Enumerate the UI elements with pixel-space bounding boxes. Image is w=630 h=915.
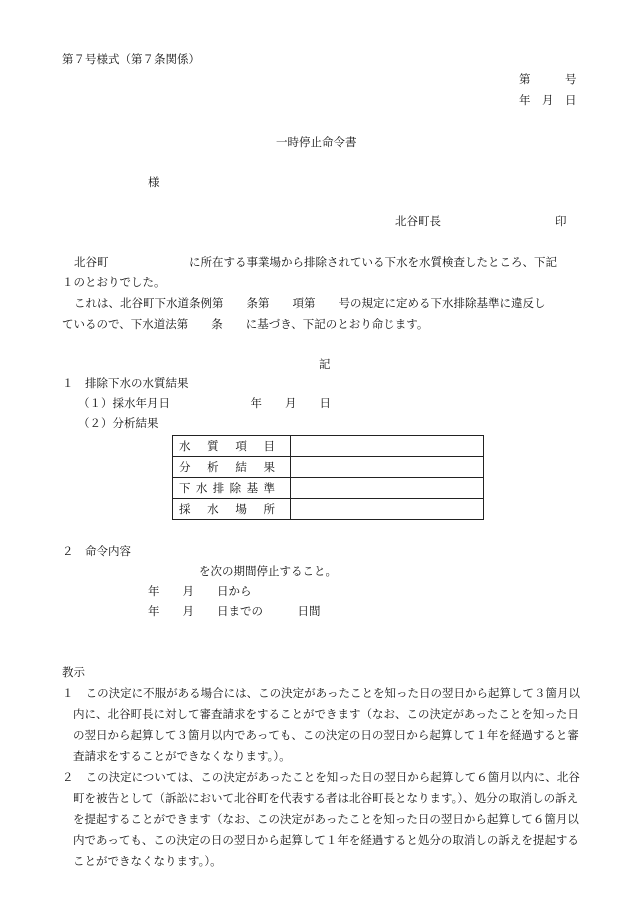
label-char: 採 [179, 502, 191, 516]
notice-item-text: この決定については、この決定があったことを知った日の翌日から起算して６箇月以内に、北谷町を被告として（訴訟において北谷町を代表する者は北谷町長となります。）、処分の取消しの訴えを提起することができます（なお、この決定があったことを知った日の翌日から起算して６箇月以内であっても、この決定の日の翌日から起算して１年を経過すると処分の取消しの訴えを提起することができなくなります。）。 [73, 770, 580, 868]
table-row [173, 436, 484, 457]
row-value-cell[interactable] [291, 478, 484, 499]
label-char: 水 [195, 481, 208, 495]
label-char: 排 [212, 481, 225, 495]
label-char: 項 [235, 439, 247, 453]
page-title: 一時停止命令書 [276, 135, 357, 149]
table-row [173, 478, 484, 499]
row-label-sampling-location [173, 499, 291, 520]
analysis-table [172, 435, 484, 520]
document-date: 年 月 日 [519, 93, 577, 107]
row-label-water-quality-item [173, 436, 291, 457]
row-label-discharge-standard [173, 478, 291, 499]
analysis-results-label: （２）分析結果 [78, 416, 159, 430]
row-value-cell[interactable] [291, 457, 484, 478]
section1-heading: １ 排除下水の水質結果 [62, 376, 189, 390]
notice-item-number: ２ [62, 770, 74, 784]
label-char: 析 [207, 460, 219, 474]
period-end: 年 月 日までの 日間 [148, 604, 321, 618]
row-value-cell[interactable] [291, 499, 484, 520]
seal-mark: 印 [555, 214, 567, 228]
row-value-cell[interactable] [291, 436, 484, 457]
notice-item-text: この決定に不服がある場合には、この決定があったことを知った日の翌日から起算して３箇月以内に、北谷町長に対して審査請求をすることができます（なお、この決定があったことを知った日の翌日から起算して３箇月以内であっても、この決定の日の翌日から起算して１年を経過すると審査請求をすることができなくなります。）。 [73, 686, 581, 763]
label-char: 目 [263, 439, 275, 453]
addressee: 様 [148, 175, 160, 189]
row-label-analysis-result [173, 457, 291, 478]
order-content-line1: を次の期間停止すること。 [199, 564, 337, 578]
body-para1-line2: １のとおりでした。 [62, 275, 166, 289]
label-char: 水 [207, 502, 219, 516]
label-char: 準 [263, 481, 275, 495]
sampling-date: （１）採水年月日 年 月 日 [78, 396, 331, 410]
label-char: 場 [235, 502, 247, 516]
form-title: 第７号様式（第７条関係） [62, 52, 200, 66]
label-char: 下 [179, 481, 191, 495]
notice-item-2 [62, 767, 586, 872]
label-char: 結 [235, 460, 247, 474]
label-char: 水 [179, 439, 191, 453]
notice-heading: 教示 [62, 665, 85, 679]
table-row [173, 499, 484, 520]
body-para1-line1: 北谷町 に所在する事業場から排除されている下水を水質検査したところ、下記 [74, 255, 557, 269]
period-start: 年 月 日から [148, 584, 252, 598]
issuer-name: 北谷町長 [395, 214, 441, 228]
label-char: 基 [246, 481, 259, 495]
section2-heading: ２ 命令内容 [62, 544, 131, 558]
label-char: 分 [179, 460, 191, 474]
table-row [173, 457, 484, 478]
notice-item-1 [62, 683, 586, 767]
label-char: 果 [263, 460, 275, 474]
body-para2-line2: ているので、下水道法第 条 に基づき、下記のとおり命じます。 [62, 317, 429, 331]
label-char: 質 [207, 439, 219, 453]
document-number: 第 号 [519, 72, 577, 86]
ki-heading: 記 [319, 357, 331, 371]
label-char: 所 [263, 502, 275, 516]
label-char: 除 [229, 481, 242, 495]
notice-item-number: １ [62, 686, 74, 700]
body-para2-line1: これは、北谷町下水道条例第 条第 項第 号の規定に定める下水排除基準に違反し [74, 296, 546, 310]
